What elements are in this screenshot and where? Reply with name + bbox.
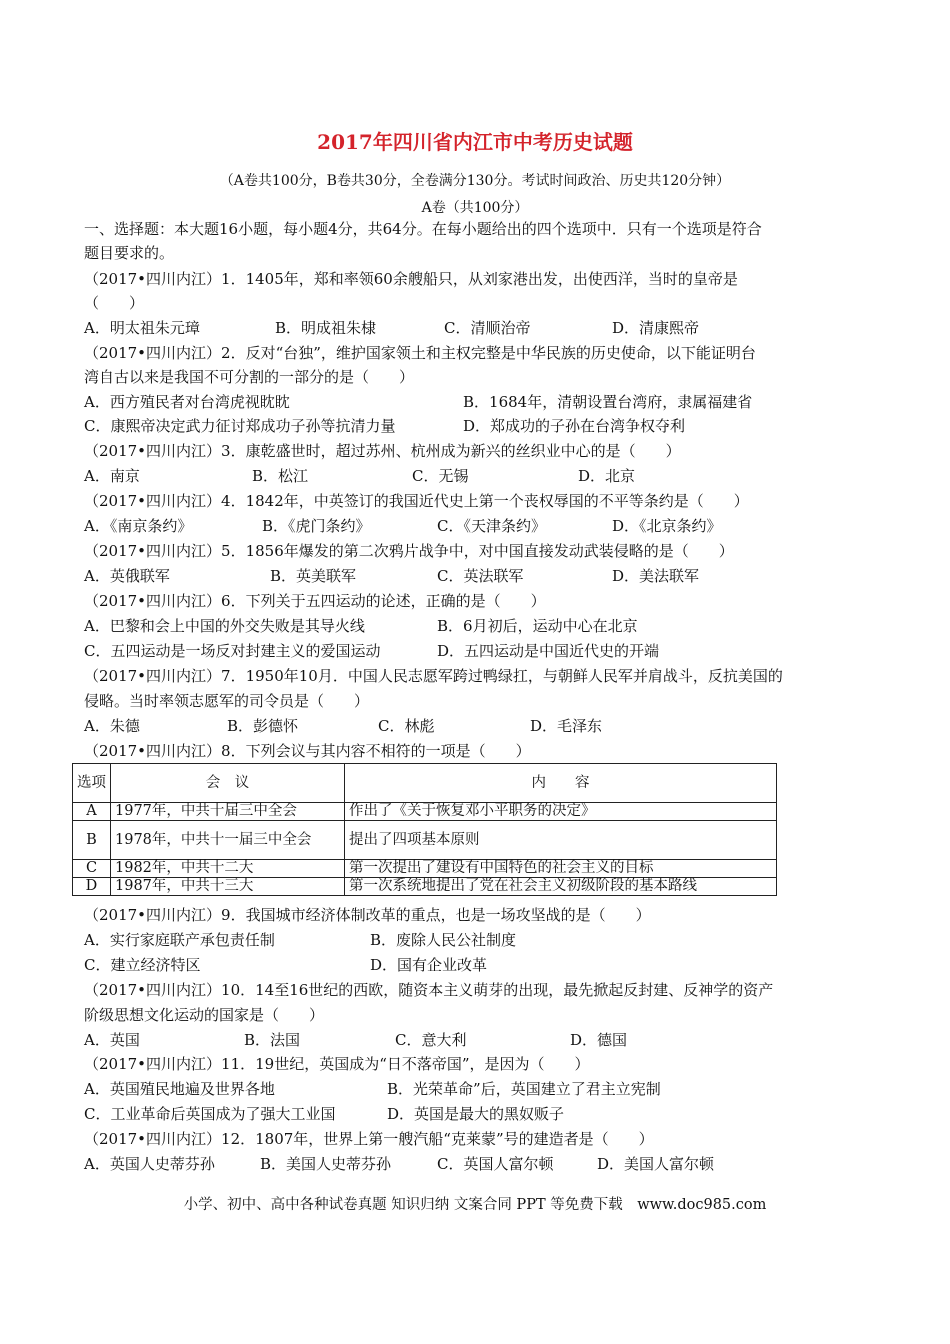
q8-row-b-meeting: 1978年，中共十一届三中全会 xyxy=(111,821,345,860)
q9-option-a: A．实行家庭联产承包责任制 xyxy=(84,931,275,949)
q11-option-b: B．光荣革命”后，英国建立了君主立宪制 xyxy=(387,1080,661,1098)
page-title: 2017年四川省内江市中考历史试题 xyxy=(317,130,633,154)
q1-option-d: D．清康熙帝 xyxy=(612,319,700,337)
q5-stem: （2017•四川内江）5．1856年爆发的第二次鸦片战争中，对中国直接发动武装侵略的是（ ） xyxy=(84,542,734,560)
q8-table-header-row xyxy=(73,764,777,803)
q12-option-d: D．美国人富尔顿 xyxy=(597,1155,715,1173)
q7-option-c: C．林彪 xyxy=(378,717,435,735)
q6-option-b: B．6月初后，运动中心在北京 xyxy=(437,617,638,635)
q12-option-b: B．美国人史蒂芬孙 xyxy=(260,1155,392,1173)
q11-option-c: C．工业革命后英国成为了强大工业国 xyxy=(84,1105,336,1123)
q8-row-c-meeting: 1982年，中共十二大 xyxy=(111,860,345,878)
q8-row-c-option: C xyxy=(73,860,111,878)
q10-option-d: D．德国 xyxy=(570,1031,628,1049)
q5-option-c: C．英法联军 xyxy=(437,567,524,585)
q2-stem-2: 湾自古以来是我国不可分割的一部分的是（ ） xyxy=(84,368,415,386)
q1-option-c: C．清顺治帝 xyxy=(444,319,531,337)
q6-option-d: D．五四运动是中国近代史的开端 xyxy=(437,642,660,660)
q8-row-b-option: B xyxy=(73,821,111,860)
section-a-heading: A卷（共100分） xyxy=(421,200,529,216)
q10-option-b: B．法国 xyxy=(244,1031,301,1049)
q3-option-b: B．松江 xyxy=(252,467,309,485)
footer-link[interactable]: 小学、初中、高中各种试卷真题 知识归纳 文案合同 PPT 等免费下载 www.doc985.com xyxy=(183,1197,767,1213)
q12-option-c: C．英国人富尔顿 xyxy=(437,1155,554,1173)
q8-row-b-content: 提出了四项基本原则 xyxy=(345,821,777,860)
q1-option-b: B．明成祖朱棣 xyxy=(275,319,377,337)
q7-option-d: D．毛泽东 xyxy=(530,717,603,735)
q3-option-c: C．无锡 xyxy=(412,467,469,485)
q10-option-c: C．意大利 xyxy=(395,1031,467,1049)
table-row xyxy=(73,860,777,878)
q8-row-d-option: D xyxy=(73,878,111,896)
q4-stem: （2017•四川内江）4．1842年，中英签订的我国近代史上第一个丧权辱国的不平等条约是（ ） xyxy=(84,492,749,510)
q8-table xyxy=(72,763,777,896)
q8-header-content: 内 容 xyxy=(345,764,777,803)
instructions-line-1: 一、选择题：本大题16小题，每小题4分，共64分。在每小题给出的四个选项中．只有一个选项是符合 xyxy=(84,220,762,238)
q7-option-a: A．朱德 xyxy=(84,717,140,735)
q4-option-b: B．《虎门条约》 xyxy=(262,517,371,535)
q3-stem: （2017•四川内江）3．康乾盛世时，超过苏州、杭州成为新兴的丝织业中心的是（ ） xyxy=(84,442,681,460)
q11-option-d: D．英国是最大的黑奴贩子 xyxy=(387,1105,565,1123)
q9-stem: （2017•四川内江）9．我国城市经济体制改革的重点，也是一场攻坚战的是（ ） xyxy=(84,906,651,924)
q1-option-a: A．明太祖朱元璋 xyxy=(84,319,200,337)
q7-option-b: B．彭德怀 xyxy=(227,717,299,735)
q11-stem: （2017•四川内江）11．19世纪，英国成为“日不落帝国”，是因为（ ） xyxy=(84,1055,590,1073)
q1-stem-1: （2017•四川内江）1．1405年，郑和率领60余艘船只，从刘家港出发，出使西洋，当时的皇帝是 xyxy=(84,270,738,288)
q5-option-a: A．英俄联军 xyxy=(84,567,170,585)
q8-row-a-option: A xyxy=(73,803,111,821)
q8-header-option: 选项 xyxy=(73,764,111,803)
q11-option-a: A．英国殖民地遍及世界各地 xyxy=(84,1080,275,1098)
q9-option-c: C．建立经济特区 xyxy=(84,956,201,974)
table-row xyxy=(73,803,777,821)
q9-option-d: D．国有企业改革 xyxy=(370,956,488,974)
table-row xyxy=(73,878,777,896)
q6-option-c: C．五四运动是一场反对封建主义的爱国运动 xyxy=(84,642,381,660)
q8-row-a-content: 作出了《关于恢复邓小平职务的决定》 xyxy=(345,803,777,821)
table-row xyxy=(73,821,777,860)
q3-option-a: A．南京 xyxy=(84,467,140,485)
q6-stem: （2017•四川内江）6．下列关于五四运动的论述，正确的是（ ） xyxy=(84,592,546,610)
q4-option-d: D．《北京条约》 xyxy=(612,517,722,535)
q2-option-d: D．郑成功的子孙在台湾争权夺利 xyxy=(463,417,686,435)
q8-row-a-meeting: 1977年，中共十届三中全会 xyxy=(111,803,345,821)
q6-option-a: A．巴黎和会上中国的外交失败是其导火线 xyxy=(84,617,365,635)
q10-stem-2: 阶级思想文化运动的国家是（ ） xyxy=(84,1006,325,1024)
q9-option-b: B．废除人民公社制度 xyxy=(370,931,517,949)
q8-stem: （2017•四川内江）8．下列会议与其内容不相符的一项是（ ） xyxy=(84,742,531,760)
q7-stem-2: 侵略。当时率领志愿军的司令员是（ ） xyxy=(84,692,370,710)
q2-option-a: A．西方殖民者对台湾虎视眈眈 xyxy=(84,393,290,411)
q8-header-meeting: 会 议 xyxy=(111,764,345,803)
q5-option-d: D．美法联军 xyxy=(612,567,700,585)
q5-option-b: B．英美联军 xyxy=(270,567,357,585)
q3-option-d: D．北京 xyxy=(578,467,636,485)
q1-stem-2: （ ） xyxy=(84,294,145,312)
instructions-line-2: 题目要求的。 xyxy=(84,244,175,262)
q8-row-c-content: 第一次提出了建设有中国特色的社会主义的目标 xyxy=(345,860,777,878)
q8-row-d-meeting: 1987年，中共十三大 xyxy=(111,878,345,896)
q2-option-c: C．康熙帝决定武力征讨郑成功子孙等抗清力量 xyxy=(84,417,396,435)
q10-option-a: A．英国 xyxy=(84,1031,140,1049)
q7-stem-1: （2017•四川内江）7．1950年10月．中国人民志愿军跨过鸭绿扛，与朝鲜人民军并肩战斗，反抗美国的 xyxy=(84,667,783,685)
q2-stem-1: （2017•四川内江）2．反对“台独”，维护国家领土和主权完整是中华民族的历史使命，以下能证明台 xyxy=(84,344,756,362)
q10-stem-1: （2017•四川内江）10．14至16世纪的西欧，随资本主义萌芽的出现，最先掀起反封建、反神学的资产 xyxy=(84,981,774,999)
q12-stem: （2017•四川内江）12．1807年，世界上第一艘汽船“克莱蒙”号的建造者是（ ） xyxy=(84,1130,654,1148)
q8-row-d-content: 第一次系统地提出了党在社会主义初级阶段的基本路线 xyxy=(345,878,777,896)
q4-option-a: A．《南京条约》 xyxy=(84,517,193,535)
exam-subtitle: （A卷共100分，B卷共30分，全卷满分130分。考试时间政治、历史共120分钟） xyxy=(219,173,731,189)
q12-option-a: A．英国人史蒂芬孙 xyxy=(84,1155,215,1173)
q2-option-b: B．1684年，清朝设置台湾府，隶属福建省 xyxy=(463,393,753,411)
q4-option-c: C．《天津条约》 xyxy=(437,517,546,535)
